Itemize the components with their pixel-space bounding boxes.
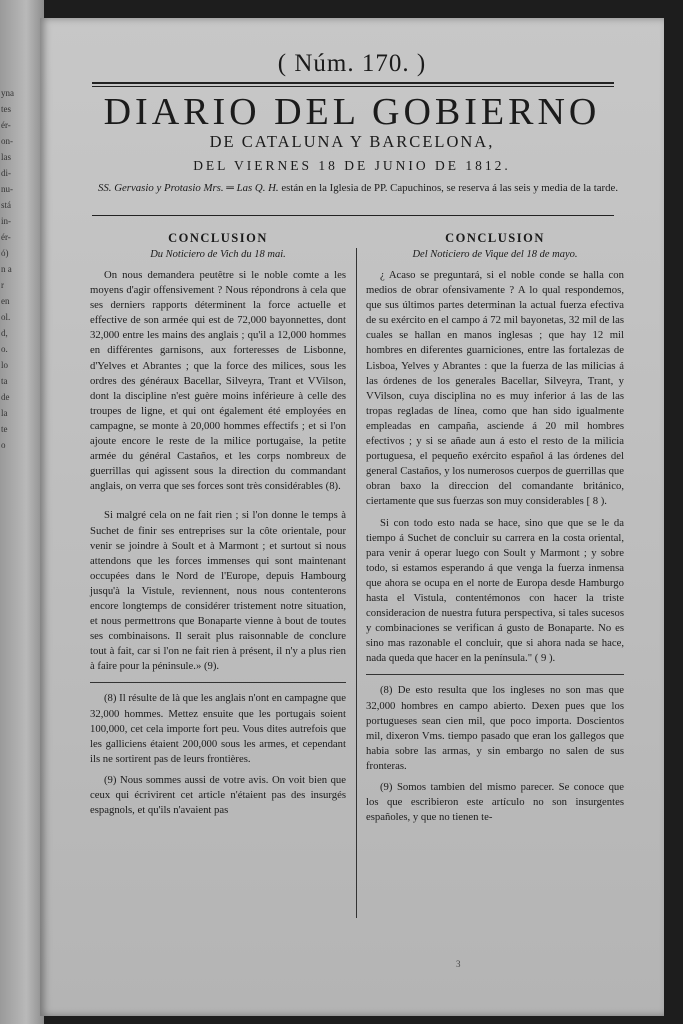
adjacent-page-fragment: yna [1, 88, 14, 98]
newspaper-subtitle: DE CATALUNA Y BARCELONA, [209, 132, 495, 151]
adjacent-page-fragment: nu- [1, 184, 13, 194]
adjacent-page-fragment: lo [1, 360, 9, 370]
quarant-hores: Las Q. H. [236, 182, 279, 194]
right-column-source: Del Noticiero de Vique del 18 de mayo. [412, 249, 578, 260]
adjacent-page-fragment: la [1, 408, 8, 418]
adjacent-page-fragment: te [1, 424, 8, 434]
notice-rule [92, 215, 614, 216]
french-column [90, 230, 346, 824]
right-paragraph-1: ¿ Acaso se preguntará, si el noble conde se halla con medios de obrar ofensivamente ? A lo qual respondemos, que sus últimos partes determinan la actual fuerza efectiva de su exército en el campo á 72 mil bayonetas, 32 mil de las cuales se hallan en manos inglesas ; que hay 12 mil hombres en diferentes guarniciones, entre las fortalezas de Lisboa, Yelves y Abrantes : que la fuerza de las milicias á las órdenes de los generales Bacellar, Silveyra, Trant, y VVilson, cuya disciplina no es muy inferior á las de las tropas regladas de línea, como que han sido igualmente empleadas en campaña, asciende á 20 mil hombres efectivos ; y si se añade aun á esto el resto de la milicia portuguesa, el pequeño exército español á las órdenes del general Castaños, y los numerosos cuerpos de guerrillas que obran baxo la direccion del comandante británico, ciertamente que sus fuerzas son muy considerables [ 8 ). [366, 269, 624, 508]
adjacent-page-fragment: r [1, 280, 4, 290]
folio-mark: 3 [456, 959, 461, 969]
left-column-heading: CONCLUSION [168, 231, 268, 245]
adjacent-page-fragment: in- [1, 216, 11, 226]
adjacent-page-fragment: ta [1, 376, 8, 386]
column-divider [356, 248, 357, 918]
right-note-8: (8) De esto resulta que los ingleses no son mas que 32,000 hombres en campo abierto. Dexen pues que los portugueses sean cien mil, que poco importa. Doscientos mil, dixeron Vms. tiempo pasado que eran los gallegos que habia sobre las armas, y sin embargo no salen de sus fronteras. [366, 684, 624, 772]
newspaper-page [40, 18, 664, 1016]
left-column-source: Du Noticiero de Vich du 18 mai. [150, 249, 286, 260]
adjacent-page-fragment: ér- [1, 232, 11, 242]
header-rule-top-thin [92, 86, 614, 87]
right-paragraph-2: Si con todo esto nada se hace, sino que que se le da tiempo á Suchet de concluir su carrera en la costa oriental, para venir á operar luego con Soult y Marmont ; y sobre todo, si estamos esperando á que venga la fuerza inmensa que ahora se ocupa en el norte de Europa desde Hamburgo hasta el Vistula, contentémonos con hacer la triste consideracion de nuestra futura perspectiva, si tales sucesos y combinaciones se verifican á gusto de Bonaparte. No es sino mas razonable el concluir, que si ahora nada se hace, nada queda que hacer en la península." ( 9 ). [366, 516, 624, 665]
adjacent-page-fragment: ó) [1, 248, 9, 258]
issue-date: DEL VIERNES 18 DE JUNIO DE 1812. [193, 158, 511, 173]
adjacent-page-edge [0, 0, 44, 1024]
spanish-column [366, 230, 624, 831]
religious-notice [98, 180, 628, 196]
left-paragraph-2: Si malgré cela on ne fait rien ; si l'on donne le temps à Suchet de finir ses entreprises sur la côte orientale, pour venir se joindre à Soult et à Marmont ; et surtout si nous attendons que les forces immenses qui sont maintenant occupées dans le Nord de l'Europe, depuis Hambourg jusqu'à la Vistule, reviennent, nous nous contenterons encore longtemps de considérer tristement notre situation, et nous permettrons que Bonaparte vienne à bout de toutes ses combinaisons. Il serait plus raisonnable de conclure tout à fait, car si l'on ne fait rien à présent, il n'y a plus rien à faire pour la péninsule.» (9). [90, 509, 346, 673]
saints-of-day: SS. Gervasio y Protasio Mrs. [98, 182, 224, 194]
adjacent-page-fragment: di- [1, 168, 11, 178]
left-paragraph-1: On nous demandera peutêtre si le noble comte a les moyens d'agir offensivement ? Nous répondrons à cela que ses derniers rapports déterminent la force actuelle et effective de son armée qui est de 72,000 bayonnettes, dont 32,000 entre les mains des anglais ; qu'il a 12,000 hommes en différentes garnisons, aux forteresses de Lisbonne, d'Yelves et Abrantes ; que la force des milices, sous les ordres des généraux Bacellar, Silveyra, Trant et VVilson, dont la discipline n'est guère moins inférieure à celle des troupes de ligne, et qui ont également été employées en campagne, se monte à 20,000 hommes effectifs ; et si l'on ajoute encore le reste de la milice portugaise, la petite armée du général Castaños, et les corps nombreux de guerrillas qui agissent sous la direction du commandant anglais, on verra que ses forces sont très considérables (8). [90, 269, 346, 493]
right-notes-rule [366, 674, 624, 675]
adjacent-page-fragment: stá [1, 200, 11, 210]
newspaper-title: DIARIO DEL GOBIERNO [103, 91, 601, 133]
notice-dash: ═ [226, 182, 234, 194]
adjacent-page-fragment: en [1, 296, 10, 306]
adjacent-page-fragment: ér- [1, 120, 11, 130]
left-note-9: (9) Nous sommes aussi de votre avis. On voit bien que ceux qui écrivirent cet article n'étaient pas des insurgés espagnols, et qu'ils n'avaient pas [90, 773, 346, 817]
adjacent-page-fragment: o [1, 440, 6, 450]
issue-number: ( Núm. 170. ) [277, 50, 427, 77]
header-rule-top [92, 82, 614, 84]
right-note-9: (9) Somos tambien del mismo parecer. Se conoce que los que escribieron este artículo no son insurgentes españoles, y que no tienen te- [366, 781, 624, 824]
adjacent-page-fragment: o. [1, 344, 8, 354]
adjacent-page-fragment: las [1, 152, 11, 162]
adjacent-page-fragment: tes [1, 104, 11, 114]
adjacent-page-fragment: de [1, 392, 10, 402]
left-notes-rule [90, 682, 346, 683]
adjacent-page-fragment: ol. [1, 312, 11, 322]
adjacent-page-fragment: on- [1, 136, 13, 146]
notice-text: están en la Iglesia de PP. Capuchinos, se reserva á las seis y media de la tarde. [281, 182, 619, 194]
adjacent-page-fragment: d, [1, 328, 8, 338]
left-note-8: (8) Il résulte de là que les anglais n'ont en campagne que 32,000 hommes. Mettez ensuite que les portugais soient 100,000, cet cela importe fort peu. Vous dites autrefois que les galliciens étaient 200,000 sous les armes, et cependant ils ne sortirent pas de leurs frontières. [90, 692, 347, 765]
adjacent-page-fragment: n a [1, 264, 12, 274]
right-column-heading: CONCLUSION [445, 231, 545, 245]
